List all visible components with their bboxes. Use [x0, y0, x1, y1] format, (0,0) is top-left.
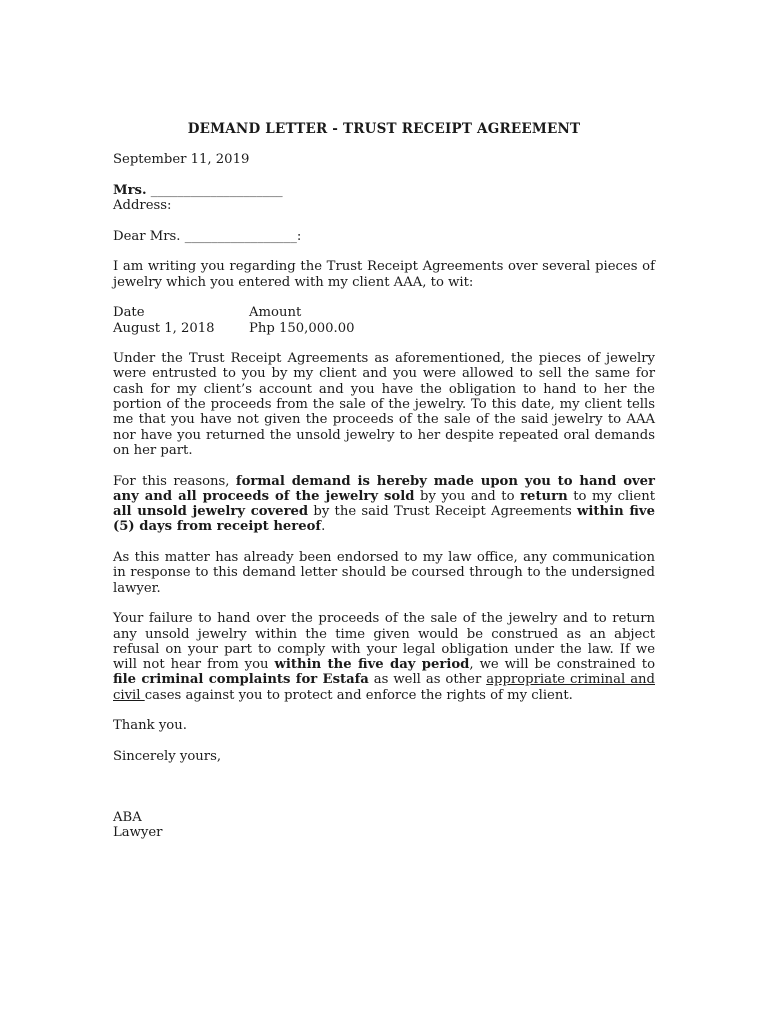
demand-bold-3: all unsold jewelry covered: [113, 504, 309, 520]
demand-bold-4: within five (5) days from receipt hereof: [113, 504, 655, 535]
failure-text-3: as well as other: [368, 672, 487, 688]
paragraph-failure: [113, 611, 655, 703]
recipient-blank: ____________________: [150, 182, 283, 198]
failure-underline-1: appropriate criminal and civil: [113, 672, 655, 703]
failure-bold-2: file criminal complaints for Estafa: [113, 672, 369, 688]
recipient-prefix: Mrs.: [113, 182, 147, 198]
letter-body: [113, 122, 655, 841]
demand-text-1: For this reasons,: [113, 473, 236, 489]
signer-name: ABA: [113, 810, 142, 826]
salutation-end: :: [296, 228, 302, 244]
amount-table-cell-amount: Php 150,000.00: [249, 320, 355, 336]
demand-text-3: to my client: [567, 488, 655, 504]
demand-bold-2: return: [520, 488, 568, 504]
salutation-prefix: Dear Mrs.: [113, 228, 181, 244]
paragraph-law-office: As this matter has already been endorsed to my law office, any communication in response to this demand letter should be coursed through to the undersigned lawyer.: [113, 550, 655, 596]
demand-text-2: by you and to: [414, 488, 521, 504]
demand-text-4: by the said Trust Receipt Agreements: [308, 504, 578, 520]
demand-text-5: .: [321, 519, 326, 535]
paragraph-trust-receipt: Under the Trust Receipt Agreements as aforementioned, the pieces of jewelry were entrusted to you by my client and you were allowed to sell the same for cash for my client’s account and you have the obligation to hand to her the portion of the proceeds from the sale of the jewelry. To this date, my client tells me that you have not given the proceeds of the sale of the said jewelry to AAA nor have you returned the unsold jewelry to her despite repeated oral demands on her part.: [113, 351, 655, 458]
amount-table-header-amount: Amount: [249, 305, 302, 321]
demand-bold-1: formal demand is hereby made upon you to hand over any and all proceeds of the jewelry sold: [113, 473, 655, 504]
letter-title: DEMAND LETTER - TRUST RECEIPT AGREEMENT: [187, 121, 581, 137]
amount-table-cell-date: August 1, 2018: [113, 320, 215, 336]
address-label: Address:: [113, 198, 172, 214]
intro-paragraph: I am writing you regarding the Trust Receipt Agreements over several pieces of jewelry which you entered with my client AAA, to wit:: [113, 259, 655, 290]
letter-date: September 11, 2019: [113, 152, 250, 168]
table-row: [113, 321, 655, 336]
closing: Sincerely yours,: [113, 748, 222, 764]
salutation: [113, 229, 655, 244]
failure-text-2: , we will be constrained to: [469, 657, 656, 673]
salutation-blank: _________________: [184, 228, 297, 244]
amount-table-header-date: Date: [113, 305, 145, 321]
recipient-line: [113, 183, 655, 198]
failure-bold-1: within the five day period: [274, 657, 470, 673]
failure-text-4: cases against you to protect and enforce the rights of my client.: [144, 687, 573, 703]
amount-table-header: [113, 305, 655, 320]
thank-you: Thank you.: [113, 718, 187, 734]
failure-text-1: Your failure to hand over the proceeds of the sale of the jewelry and to return any unsold jewelry within the time given would be construed as an abject refusal on your part to comply with your legal obligation under the law. If we will not hear from you: [113, 611, 655, 673]
signer-title: Lawyer: [113, 825, 163, 841]
paragraph-demand: [113, 474, 655, 535]
amount-table: [113, 305, 655, 336]
